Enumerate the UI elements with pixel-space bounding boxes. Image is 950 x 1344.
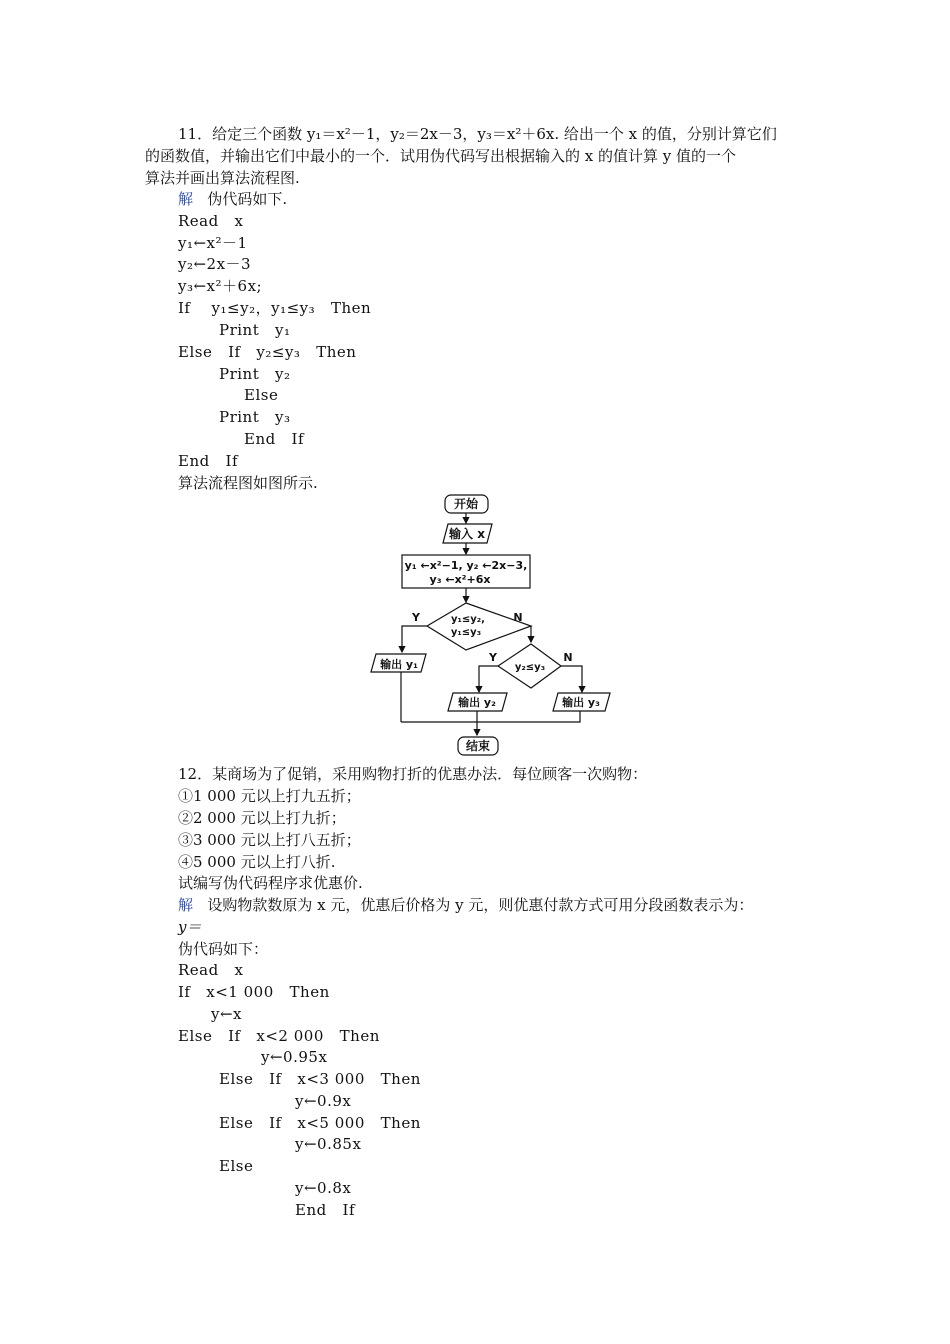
p12-code-9: Else [219,1157,254,1175]
p11-line-1: 11．给定三个函数 y₁＝x²－1，y₂＝2x－3，y₃＝x²＋6x. 给出一个 x 的值，分别计算它们 [178,125,777,143]
answer-label-12: 解 [178,896,194,914]
p11-code-6: Else If y₂≤y₃ Then [178,343,357,361]
p12-line-5: ④5 000 元以上打八折. [178,853,336,871]
p12-line-1: 12．某商场为了促销，采用购物打折的优惠办法．每位顾客一次购物： [178,765,648,783]
p12-code-6: y←0.9x [295,1092,352,1110]
flowchart [368,492,618,758]
p12-code-11: End If [295,1201,355,1219]
flow-out1-text: 输出 y₁ [380,658,418,671]
p12-task: 试编写伪代码程序求优惠价. [178,874,363,892]
p11-code-8: Else [244,386,279,404]
p11-code-9: Print y₃ [219,408,291,426]
flow-decision1-text-1: y₁≤y₂, [451,614,485,625]
p11-code-11: End If [178,452,238,470]
p12-code-0: Read x [178,961,244,979]
p12-code-3: Else If x<2 000 Then [178,1027,380,1045]
p12-code-10: y←0.8x [295,1179,352,1197]
p11-code-7: Print y₂ [219,365,291,383]
answer-intro: 伪代码如下. [207,190,288,208]
p12-line-4: ③3 000 元以上打八五折； [178,831,361,849]
flow-decision1-text-2: y₁≤y₃ [450,627,482,638]
p11-code-0: Read x [178,212,244,230]
flow-end-text: 结束 [465,739,491,753]
p11-code-10: End If [244,430,304,448]
p12-code-1: If x<1 000 Then [178,983,330,1001]
p11-code-5: Print y₁ [219,321,291,339]
p11-code-3: y₃←x²＋6x; [178,277,263,295]
flow-yes-2: Y [489,651,497,664]
p11-answer [178,189,287,209]
flow-assign-text-1: y₁ ←x²−1, y₂ ←2x−3, [404,559,528,572]
p11-code-2: y₂←2x－3 [178,255,252,273]
flow-no-2: N [563,651,573,664]
flow-caption: 算法流程图如图所示. [178,474,318,492]
p11-code-4: If y₁≤y₂，y₁≤y₃ Then [178,299,372,317]
p12-line-2: ①1 000 元以上打九五折； [178,787,361,805]
p12-code-5: Else If x<3 000 Then [219,1070,421,1088]
flow-start-text: 开始 [453,497,479,511]
p11-line-2: 的函数值，并输出它们中最小的一个．试用伪代码写出根据输入的 x 的值计算 y 值的一个 [145,147,737,165]
p11-code-1: y₁←x²－1 [178,234,248,252]
answer-text-12: 设购物款数原为 x 元，优惠后价格为 y 元，则优惠付款方式可用分段函数表示为： [207,896,754,914]
flow-yes-1: Y [412,611,420,624]
flow-input-text: 输入 x [449,527,485,541]
answer-label: 解 [178,190,194,208]
flow-decision2-text: y₂≤y₃ [514,662,546,673]
p12-line-3: ②2 000 元以上打九折； [178,809,346,827]
p12-code-2: y←x [211,1005,243,1023]
p11-line-3: 算法并画出算法流程图. [145,169,300,187]
p12-code-7: Else If x<5 000 Then [219,1114,421,1132]
p12-code-intro: 伪代码如下： [178,940,269,958]
flow-out2-text: 输出 y₂ [458,696,496,709]
p12-code-4: y←0.95x [261,1048,328,1066]
flow-no-1: N [513,611,523,624]
p12-y-eq: y＝ [178,918,202,936]
p12-code-8: y←0.85x [295,1135,362,1153]
p12-answer [178,895,753,915]
flow-assign-text-2: y₃ ←x²+6x [429,573,491,586]
flow-out3-text: 输出 y₃ [562,696,600,709]
